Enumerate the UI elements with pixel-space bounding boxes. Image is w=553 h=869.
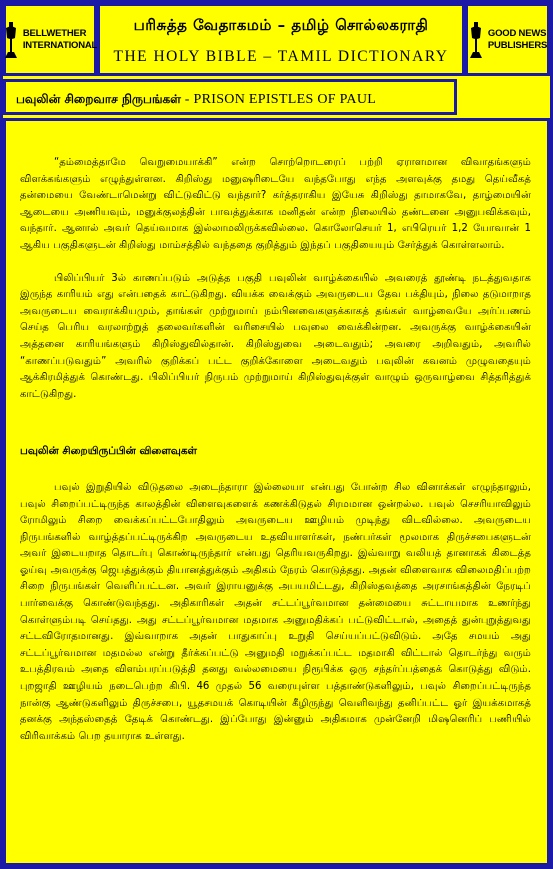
left-logo-line1: BELLWETHER (22, 27, 87, 39)
left-logo-box (3, 3, 97, 76)
right-logo-line1: GOOD NEWS (487, 27, 547, 39)
article-body (3, 118, 550, 866)
lamp-icon (468, 20, 484, 60)
subheading: பவுலின் சிறையிருப்பின் விளைவுகள் (20, 445, 198, 458)
bellwether-logo (3, 20, 97, 60)
section-title-tamil: பவுலின் சிறைவாச நிருபங்கள் (16, 92, 181, 106)
right-logo-line2: PUBLISHERS (487, 39, 548, 51)
paragraph-1: “தம்மைத்தாமே வெறுமையாக்கி” என்ற சொற்றொடரைப் பற்றி ஏராளமான விவாதங்களும் விளக்கங்களும் எழுந்துள்ளன. கிறிஸ்து மனுஷரிடையே வந்தபோது எந்த அளவுக்கு தமது தெய்வீகத் தன்மையை வேண்டாமென்று விட்டுவிட்டு வந்தார்? கர்த்தராகிய இயேசு கிறிஸ்து தாமாகவே, தாழ்மையின் ஆடையை அணியவும், மனுக்குலத்தின் பாவத்துக்காக மனிதன் என்ற நிலையில் தண்டனை அனுபவிக்கவும், வந்தார். ஆனால் அவர் தெய்வமாக இல்லாமலிருக்கவில்லை. கொலோசெயர் 1, எபிரெயர் 1,2 யோவான் 1 ஆகிய பகுதிகளுடன் கிறிஸ்து மாம்சத்தில் வந்ததை குறித்தும் இந்தப் பகுதியையும் சேர்த்துக் கொள்ளலாம். (20, 157, 531, 251)
good-news-logo (468, 20, 547, 60)
paragraph-3: பவுல் இறுதியில் விடுதலை அடைந்தாரா இல்லையா என்பது போன்ற சில வினாக்கள் எழுந்தாலும், பவுல் சிறைப்பட்டிருந்த காலத்தின் விளைவுகளைக் கணக்கிடுதல் சிரமமான ஒன்றல்ல. பவுல் செசரியாவிலும் ரோமிலும் சிறை வைக்கப்பட்டபோதிலும் அவருடைய ஊழியம் முடிந்து விடவில்லை. அவருடைய நிருபங்களில் வாழ்த்தப்பட்டிருக்கிற அவருடைய உதவியாளர்கள், நண்பர்கள் மூலமாக திருச்சபைகளுடன் அவர் இடையறாத தொடர்பு கொண்டிருந்தார் என்பது தெரியவருகிறது. இவ்வாறு வலியத் தானாகக் கிடைத்த ஓய்வு அவருக்கு ஜெபத்துக்கும் தியானத்துக்கும் அதிகம் நேரம் கொடுத்தது. அதன் விளைவாக விலைமதிப்பற்ற சிறை நிருபங்கள் வெளிப்பட்டன. அவர் இராயனுக்கு அபயமிட்டது, கிறிஸ்தவத்தை அரசாங்கத்தின் நேரடிப் பார்வைக்கு கொண்டுவந்தது. அதிகாரிகள் அதன் சட்டப்பூர்வமான தன்மையை சுட்டாயமாக உணர்ந்து கொள்ளும்படி செய்தது. அது சட்டப்பூர்வமான மதமாக அனுமதிக்கப் பட்டுவிட்டால், அதைத் துன்புறுத்துவது சட்டவிரோதமானது. இவ்வாறாக அதன் பாதுகாப்பு உறுதி செய்யப்பட்டுவிடும். அதே சமயம் அது சட்டப்பூர்வமான மதமல்ல என்று தீர்க்கப்பட்டு அனுமதி மறுக்கப்பட்ட மதமாகி விட்டால் தொடர்ந்து வரும் உபத்திரவம் அதை விளம்பரப்படுத்தி தனது வல்லமையை நிரூபிக்க ஒரு சந்தர்ப்பத்தைக் கொடுத்து விடும். புறஜாதி ஊழியம் நடைபெற்ற கிபி. 46 முதல் 56 வரையுள்ள பத்தாண்டுகளிலும், பவுல் சிறைப்பட்டிருந்த நான்கு ஆண்டுகளிலும் திருச்சபை, யூதசமயக் கொடியின் கீழிருந்து வெளிவந்து தனிப்பட்ட ஓர் இயக்கமாகத் தனக்கு அந்தஸ்தைத் தேடிக் கொண்டது. இப்போது இன்னும் அதிகமாக முன்னேறி மிஷனெரிப் பணியில் விரிவாக்கம் பெற தயாராக உள்ளது. (20, 481, 531, 742)
title-english: THE HOLY BIBLE – TAMIL DICTIONARY (113, 48, 449, 65)
right-logo-box (465, 3, 550, 76)
title-tamil: பரிசுத்த வேதாகமம் – தமிழ் சொல்லகராதி (133, 16, 429, 34)
left-logo-line2: INTERNATIONAL (22, 39, 98, 51)
section-title-separator: - (180, 92, 194, 107)
paragraph-2: பிலிப்பியர் 3ல் காணப்படும் அடுத்த பகுதி பவுலின் வாழ்க்கையில் அவரைத் தூண்டி நடத்துவதாக இருந்த காரியம் எது என்பதைக் காட்டுகிறது. வியக்க வைக்கும் அவருடைய தேவ பக்தியும், நிலை தடுமாறாத அவருடைய வைராக்கியமும், தாங்கள் முற்றுமாய் நம்பினவைகளுக்காகத் தங்கள் வாழ்வையே அர்ப்பணம் செய்த பெரிய வரலாற்றுத் தலைவர்களின் வரிசையில் பவுலை வைக்கின்றன. அவருக்கு வாழ்க்கையின் அத்தனை காரியங்களும் கிறிஸ்துவில்தான். கிறிஸ்துவை அடைவதும்; அவரை அறிவதும், அவரில் “காணப்படுவதும்” அவரில் குறிக்கப் பட்ட குறிக்கோளை அடைவதும் பவுலின் கவனம் முழுவதையும் ஆக்கிரமித்துக் கொண்டது. பிலிப்பியர் நிருபம் முற்றுமாய் கிறிஸ்துவுக்குள் வாழும் ஒருவாழ்வை சித்தரித்துக் காட்டுகிறது. (20, 272, 531, 400)
title-box (97, 3, 465, 76)
lamp-icon (3, 20, 19, 60)
section-title-box (3, 79, 457, 115)
section-title-english: PRISON EPISTLES OF PAUL (193, 92, 377, 107)
